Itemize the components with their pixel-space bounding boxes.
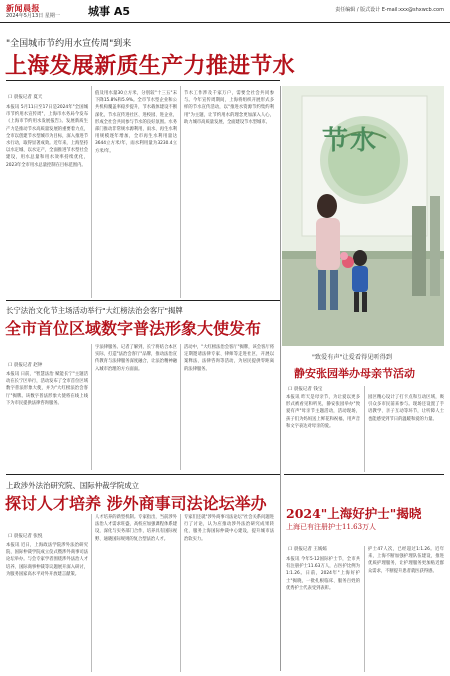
- newspaper-logo: 新闻晨报: [6, 3, 40, 13]
- story2-kicker: 长宁法治文化节主场活动举行"大红榜法治会客厅"揭牌: [6, 306, 183, 315]
- editor-info: 责任编辑 / 版式设计 E-mail:xxx@shxwcb.com: [335, 7, 444, 13]
- story4-top-rule: [6, 474, 280, 475]
- photo-caption-kicker: "致爱有声"让爱看得见听得到: [312, 354, 392, 361]
- main-column-divider: [280, 86, 281, 671]
- story2-col2: 字法律服务。记者了解到，长宁将结合本区实际，打造"法治会客厅"品牌，推动法治宣传教育与法律服务深度融合，让法治精神融入城市治理的方方面面。: [95, 345, 177, 372]
- story5-subtitle: 上海已有注册护士11.63万人: [286, 523, 377, 531]
- story2-col1: 本报讯 日前，"智慧法治 赋能长宁"主题活动在长宁区举行，活动发布了全市首位区域数字普法形象大使，并为"大红榜法治会客厅"揭牌。该数字普法形象大使将在线上线下为市民提供法律咨询服务。: [6, 372, 88, 406]
- photo-caption-title: 静安张园举办母亲节活动: [294, 367, 415, 380]
- story1-col1: 本报讯 5月11日至17日是2024年"全国城市节约用水宣传周"，上海市水务局今发布《上海市节约用水发展报告》。发展新质生产力是推动节水高质量发展的重要着力点，全市以创建节水型城市为目标，深入推进节水行动，取得显著成效。近年来，上海坚持以水定城、以水定产，全面推进节水型社会建设，用水总量和用水效率持续优化，2023年全市用水总量控制在目标范围内。: [6, 105, 88, 168]
- story1-col3: 节水工作涉及千家万户，需要全社会共同参与。今年宣传周期间，上海将组织开展形式多样的节水宣传活动，以"推进水资源节约集约利用"为主题，让节约用水的理念更加深入人心，助力城市高质量发展，全面建设节水型城市。: [184, 91, 274, 125]
- column-divider: [180, 344, 181, 470]
- column-divider: [180, 514, 181, 672]
- issue-date: 2024年5月13日 星期一: [6, 13, 60, 19]
- story1-byline: 口 晨报记者 夏天: [8, 95, 43, 100]
- story2-top-rule: [6, 300, 280, 301]
- column-divider: [364, 386, 365, 472]
- column-divider: [91, 514, 92, 672]
- section-label: 城事 A5: [88, 5, 130, 18]
- column-divider: [364, 546, 365, 672]
- story4-col1: 本报讯 近日，上海政法学院涉外法治研究院、国际仲裁学院成立仪式暨涉外商事司法论坛举办。与会专家学者围绕涉外法治人才培养、国际商事仲裁等议题展开深入研讨，为服务国家高水平对外开放建言献策。: [6, 543, 88, 577]
- story5-col1: 本报讯 今年5·12国际护士节，全市共有注册护士11.63万人，占医护比例为1:1.26。日前，2024年"上海好护士"揭晓，一批扎根临床、服务百姓的优秀护士代表受到表彰。: [286, 557, 360, 591]
- story4-kicker: 上政涉外法治研究院、国际仲裁学院成立: [6, 481, 140, 490]
- story1-col2: 值及用水量30立方米，分别较"十三五"末下降15.8%和5.9%。全市节水型企业和公共机构覆盖率稳步提升，节水载体建设不断深化，节水宣传进社区、进校园、进企业，形成全社会共同参与节水的良好氛围。水务部门推动非常规水源利用，雨水、再生水利用规模逐年增加，全市再生水利用量达3644立方米/年，雨水利用量为3230.4立方米/年。: [95, 91, 177, 154]
- story5-title: 2024"上海好护士"揭晓: [286, 506, 422, 521]
- story4-col3: 专家们还就"涉外商事司法论坛"社会关系问题进行了讨论，认为应推动涉外法治研究成果转化，服务上海国际仲裁中心建设，提升城市法治软实力。: [184, 515, 274, 542]
- story1-rule: [6, 80, 280, 81]
- story1-title: 上海发展新质生产力推进节水: [5, 53, 295, 79]
- story5-byline: 口 晨报记者 王嫣嫣: [288, 547, 327, 552]
- column-divider: [91, 344, 92, 470]
- story2-title: 全市首位区域数字普法形象大使发布: [5, 319, 262, 338]
- story1-kicker: "全国城市节约用水宣传周"到来: [6, 39, 132, 49]
- story3-byline: 口 晨报记者 钱宝: [288, 387, 323, 392]
- story3-col1: 本报讯 昨天是母亲节，为让爱以更多形式被看见和听见，静安张园举办"致爱有声"母亲节主题活动，活动现场，孩子们为妈妈送上鲜花和祝福，用声音和文字表达对母亲的爱。: [286, 395, 360, 429]
- column-divider: [180, 86, 181, 298]
- story3-col2: 园区精心设计了打卡点和互动区域，吸引众多市民前来参与。现场还设置了手语教学、亲子互动等环节，让听障人士也能感受到节日的温暖和爱的力量。: [368, 395, 444, 422]
- story4-title: 探讨人才培养 涉外商事司法论坛举办: [5, 494, 267, 513]
- story2-byline: 口 晨报记者 赵钟: [8, 363, 43, 368]
- column-divider: [91, 86, 92, 298]
- story4-col2: 人才培养的新型机制。专家指出，当前涉外法治人才需求旺盛，高校应加强课程体系建设，深化与实务部门合作，培养具有国际视野、通晓国际规则的复合型法治人才。: [95, 515, 177, 542]
- story4-byline: 口 晨报记者 张悦: [8, 534, 43, 539]
- photo-sign-text: 节水: [322, 126, 379, 156]
- story5-top-rule: [284, 474, 444, 475]
- story2-col3: 活动中，"大红榜法治会客厅"揭牌，该会客厅将定期邀请法律专家、律师等走进社区，开展以案释法、法律咨询等活动，为居民提供零距离的法律服务。: [184, 345, 274, 372]
- story5-col2: 护士47人次，已经超过1:1.26。近年来，上海不断加强护理队伍建设，推进优质护理服务，让护理服务更加贴近群众需求，不断提升患者就医获得感。: [368, 547, 444, 574]
